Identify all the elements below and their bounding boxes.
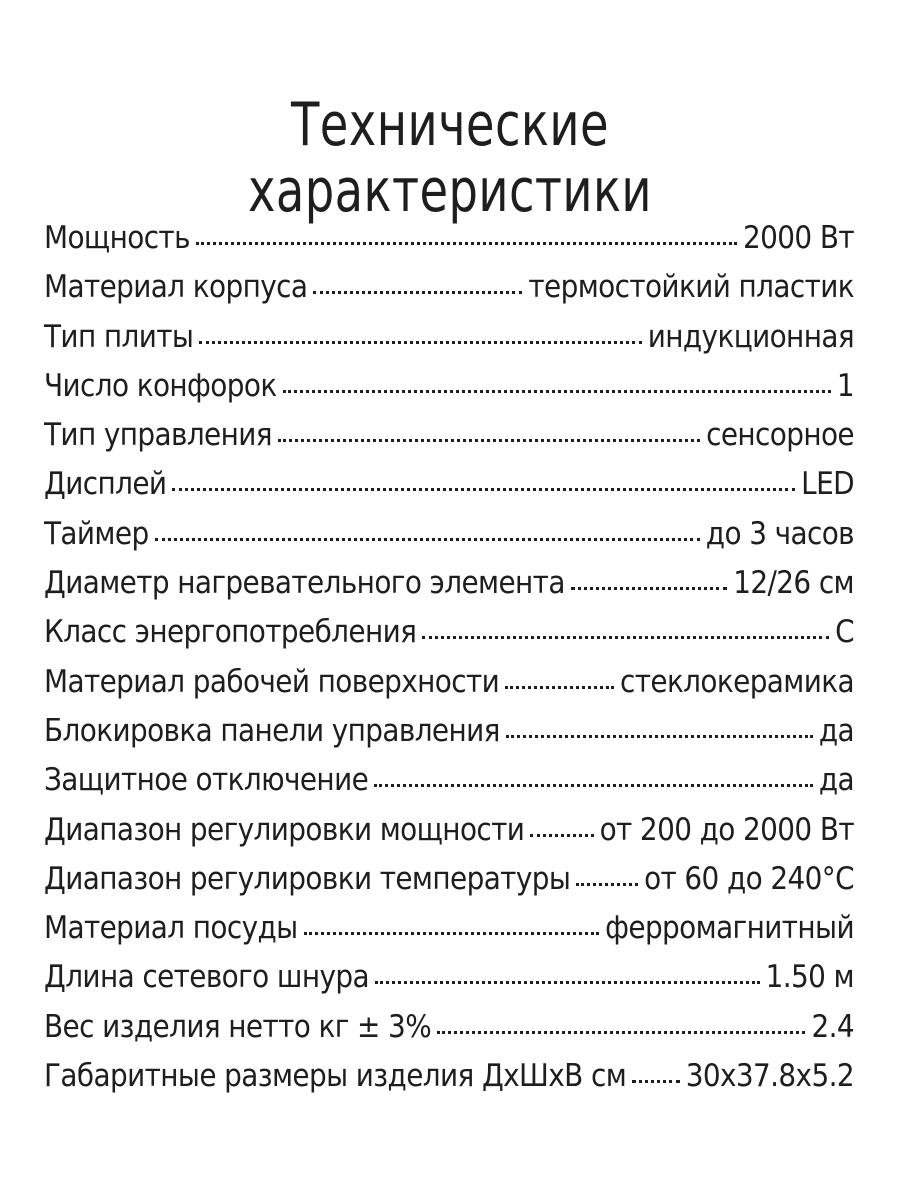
spec-row (44, 1052, 854, 1101)
spec-value: C (835, 614, 854, 651)
dot-leader (530, 834, 593, 837)
spec-value: LED (801, 466, 854, 503)
spec-value: 12/26 см (733, 565, 854, 602)
spec-label: Диапазон регулировки температуры (44, 860, 571, 897)
spec-value: да (818, 762, 854, 799)
dot-leader (155, 538, 700, 541)
spec-label: Материал корпуса (44, 269, 308, 306)
spec-label: Защитное отключение (44, 762, 369, 799)
spec-row (44, 904, 854, 953)
dot-leader (278, 439, 700, 442)
dot-leader (313, 291, 522, 294)
spec-label: Материал рабочей поверхности (44, 663, 500, 700)
spec-row (44, 313, 854, 362)
dot-leader (422, 636, 829, 639)
spec-label: Диаметр нагревательного элемента (44, 565, 565, 602)
spec-label: Диапазон регулировки мощности (44, 811, 525, 848)
spec-label: Блокировка панели управления (44, 712, 500, 749)
spec-label: Длина сетевого шнура (44, 959, 369, 996)
spec-row (44, 559, 854, 608)
spec-value: от 200 до 2000 Вт (599, 811, 854, 848)
dot-leader (172, 488, 795, 491)
spec-label: Класс энергопотребления (44, 614, 417, 651)
spec-label: Мощность (44, 220, 190, 256)
dot-leader (576, 883, 638, 886)
spec-value: сенсорное (706, 417, 854, 454)
spec-row (44, 756, 854, 805)
spec-row (44, 510, 854, 559)
spec-row (44, 460, 854, 509)
dot-leader (199, 341, 641, 344)
spec-value: от 60 до 240°C (644, 860, 854, 897)
spec-value: индукционная (647, 318, 854, 355)
dot-leader (375, 981, 760, 984)
spec-label: Число конфорок (44, 367, 277, 404)
spec-label: Тип плиты (44, 318, 194, 355)
spec-label: Вес изделия нетто кг ± 3% (44, 1008, 432, 1045)
spec-row (44, 806, 854, 855)
dot-leader (304, 932, 600, 935)
spec-value: термостойкий пластик (528, 269, 854, 306)
page-title (63, 90, 837, 227)
spec-value: 2000 Вт (743, 220, 854, 256)
spec-value: 1 (836, 367, 854, 404)
spec-row (44, 362, 854, 411)
dot-leader (283, 390, 831, 393)
spec-value: до 3 часов (705, 515, 854, 552)
page-title-line-2: характеристики (247, 156, 653, 227)
dot-leader (196, 242, 737, 245)
spec-row (44, 1003, 854, 1052)
spec-value: да (818, 712, 854, 749)
dot-leader (505, 686, 614, 689)
spec-row (44, 263, 854, 312)
spec-label: Дисплей (44, 466, 167, 503)
spec-label: Материал посуды (44, 910, 298, 947)
spec-label: Тип управления (44, 417, 272, 454)
dot-leader (571, 587, 727, 590)
page-title-line-1: Технические (291, 90, 609, 161)
spec-label: Таймер (44, 515, 149, 552)
spec-value: 30x37.8x5.2 (685, 1058, 854, 1095)
spec-row (44, 953, 854, 1002)
spec-label: Габаритные размеры изделия ДхШхВ см (44, 1058, 627, 1095)
spec-row (44, 658, 854, 707)
spec-value: ферромагнитный (605, 910, 854, 947)
dot-leader (374, 784, 813, 787)
spec-row (44, 707, 854, 756)
spec-row (44, 855, 854, 904)
spec-row (44, 214, 854, 263)
specs-list (44, 214, 854, 1101)
spec-row (44, 608, 854, 657)
dot-leader (506, 735, 813, 738)
spec-value: 1.50 м (765, 959, 854, 996)
spec-row (44, 411, 854, 460)
dot-leader (437, 1031, 805, 1034)
dot-leader (632, 1080, 680, 1083)
spec-value: стеклокерамика (620, 663, 854, 700)
spec-value: 2.4 (811, 1008, 854, 1045)
